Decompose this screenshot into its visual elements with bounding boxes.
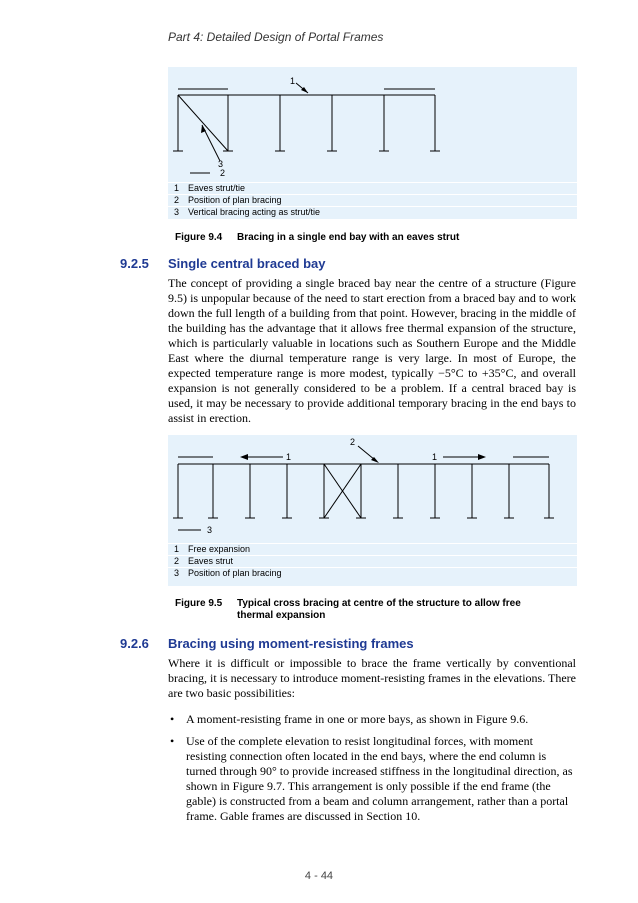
arrowhead: [240, 454, 248, 460]
caption-number: Figure 9.4: [175, 232, 223, 243]
figure-9-4: [168, 67, 577, 219]
section-title: Single central braced bay: [168, 256, 326, 271]
figure-9-4-legend: [168, 182, 577, 218]
legend-row: [168, 182, 577, 194]
legend-row: [168, 543, 577, 555]
figure-9-5-legend: [168, 543, 577, 579]
callout-label: 2: [350, 437, 356, 447]
legend-number: 3: [174, 568, 180, 578]
bullet-text: Use of the complete elevation to resist longitudinal forces, with moment resisting connection often located in the end bays, where the end column is turned through 90° to provide increased stiffness in the longitudinal direction, as shown in Figure 9.7. This arrangement is only possible if the end frame (the gable) is constructed from a beam and column arrangement, rather than a portal frame. Gable frames are discussed in Section 10.: [186, 734, 573, 823]
page-number: 4 - 44: [304, 870, 334, 882]
callout-label: 1: [290, 76, 296, 86]
section-heading-9-2-5: [120, 256, 326, 271]
section-number: 9.2.6: [120, 636, 149, 651]
legend-text: Position of plan bracing: [188, 195, 282, 205]
bullet-marker: •: [170, 734, 175, 748]
legend-number: 3: [174, 207, 180, 217]
legend-row: [168, 194, 577, 206]
legend-row: [168, 555, 577, 567]
legend-number: 2: [174, 195, 180, 205]
section-heading-9-2-6: [120, 636, 414, 651]
caption-number: Figure 9.5: [175, 598, 223, 609]
callout-label: 1: [286, 452, 292, 462]
legend-number: 1: [174, 544, 180, 554]
callout-label: 2: [220, 168, 226, 178]
bullet-item: [168, 734, 576, 824]
figure-9-4-caption: [175, 232, 557, 244]
caption-text: Typical cross bracing at centre of the structure to allow free thermal expansion: [237, 598, 521, 621]
legend-text: Vertical bracing acting as strut/tie: [188, 207, 321, 217]
callout-label: 3: [207, 525, 213, 535]
legend-number: 2: [174, 556, 180, 566]
body-paragraph: The concept of providing a single braced bay near the centre of a structure (Figure 9.5) is unpopular because of the need to start erection from a braced bay and to work down the full length of a building from that point. However, bracing in the middle of the building has the advantage that it allows free thermal expansion of the structure, which is particularly valuable in locations such as Southern Europe and the Middle East where the diurnal temperature range is very large. In most of Europe, the expected temperature range is more modest, typically −5°C to +35°C, and overall expansion is not generally considered to be a problem. If a central braced bay is used, it may be necessary to provide additional temporary bracing in the end bays to assist in erection.: [168, 276, 576, 425]
bullet-marker: •: [170, 712, 175, 726]
legend-text: Eaves strut/tie: [188, 183, 246, 193]
section-number: 9.2.5: [120, 256, 149, 271]
figure-9-5-caption: [175, 598, 557, 622]
figure-9-5: [168, 435, 577, 586]
bullet-item: [168, 712, 576, 727]
legend-text: Position of plan bracing: [188, 568, 282, 578]
callout-label: 3: [218, 159, 224, 169]
bullet-list: [168, 712, 576, 831]
body-paragraph: Where it is difficult or impossible to brace the frame vertically by conventional bracing, it is necessary to introduce moment-resisting frames in the elevations. There are two basic possibilities:: [168, 656, 576, 700]
legend-text: Free expansion: [188, 544, 251, 554]
legend-row: [168, 206, 577, 218]
bullet-text: A moment-resisting frame in one or more bays, as shown in Figure 9.6.: [186, 712, 529, 726]
legend-text: Eaves strut: [188, 556, 234, 566]
running-header: Part 4: Detailed Design of Portal Frames: [168, 30, 384, 44]
vertical-bracing-diagonal: [178, 95, 228, 151]
arrowhead: [478, 454, 486, 460]
caption-text: Bracing in a single end bay with an eaves strut: [237, 232, 460, 243]
callout-leader: [358, 446, 375, 460]
legend-number: 1: [174, 183, 180, 193]
section-title: Bracing using moment-resisting frames: [168, 636, 414, 651]
callout-label: 1: [432, 452, 438, 462]
legend-row: [168, 567, 577, 579]
